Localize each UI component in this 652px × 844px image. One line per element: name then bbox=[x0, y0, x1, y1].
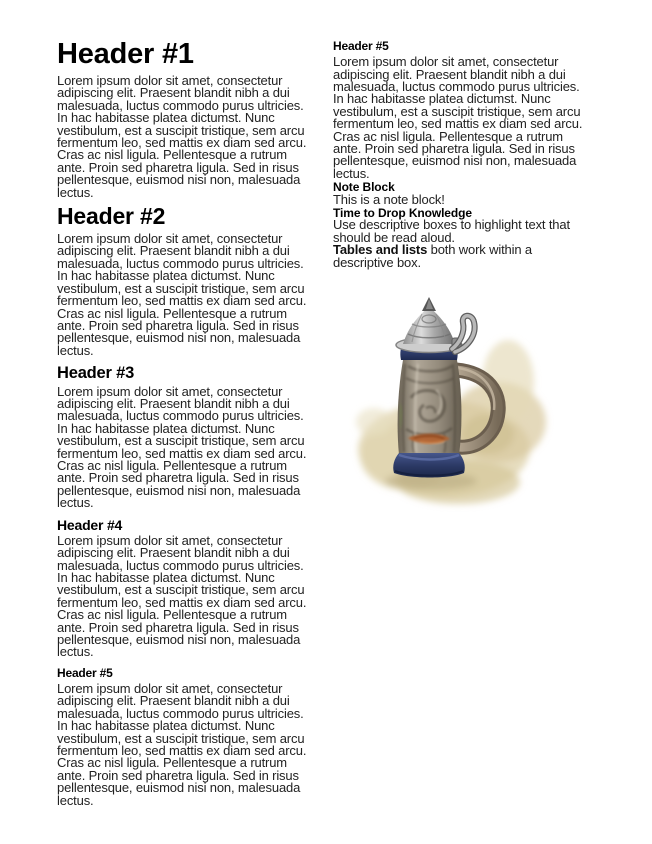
heading-3: Header #3 bbox=[57, 364, 135, 383]
paragraph-1: Lorem ipsum dolor sit amet, consectetur adipiscing elit. Praesent blandit nibh a dui malesuada, luctus commodo purus ultricies. In hac habitasse platea dictumst. Nunc vestibulum, est a suscipit tristique, sem arcu fermentum leo, sed mattis ex diam sed arcu. Cras ac nisl ligula. Pellentesque a rutrum ante. Proin sed pharetra ligula. Sed in risus pellentesque, euismod nisi non, malesuada lectus. bbox=[57, 73, 307, 200]
note-block-heading: Note Block bbox=[333, 180, 395, 195]
heading-1: Header #1 bbox=[57, 38, 194, 70]
note-block-text: This is a note block! bbox=[333, 191, 445, 207]
paragraph-right: Lorem ipsum dolor sit amet, consectetur adipiscing elit. Praesent blandit nibh a dui malesuada, luctus commodo purus ultricies. In hac habitasse platea dictumst. Nunc vestibulum, est a suscipit tristique, sem arcu fermentum leo, sed mattis ex diam sed arcu. Cras ac nisl ligula. Pellentesque a rutrum ante. Proin sed pharetra ligula. Sed in risus pellentesque, euismod nisi non, malesuada lectus. bbox=[333, 54, 583, 181]
left-column bbox=[57, 40, 308, 808]
paragraph-5: Lorem ipsum dolor sit amet, consectetur adipiscing elit. Praesent blandit nibh a dui malesuada, luctus commodo purus ultricies. In hac habitasse platea dictumst. Nunc vestibulum, est a suscipit tristique, sem arcu fermentum leo, sed mattis ex diam sed arcu. Cras ac nisl ligula. Pellentesque a rutrum ante. Proin sed pharetra ligula. Sed in risus pellentesque, euismod nisi non, malesuada lectus. bbox=[57, 680, 307, 808]
paragraph-3: Lorem ipsum dolor sit amet, consectetur adipiscing elit. Praesent blandit nibh a dui malesuada, luctus commodo purus ultricies. In hac habitasse platea dictumst. Nunc vestibulum, est a suscipit tristique, sem arcu fermentum leo, sed mattis ex diam sed arcu. Cras ac nisl ligula. Pellentesque a rutrum ante. Proin sed pharetra ligula. Sed in risus pellentesque, euismod nisi non, malesuada lectus. bbox=[57, 383, 307, 511]
paragraph-2: Lorem ipsum dolor sit amet, consectetur adipiscing elit. Praesent blandit nibh a dui malesuada, luctus commodo purus ultricies. In hac habitasse platea dictumst. Nunc vestibulum, est a suscipit tristique, sem arcu fermentum leo, sed mattis ex diam sed arcu. Cras ac nisl ligula. Pellentesque a rutrum ante. Proin sed pharetra ligula. Sed in risus pellentesque, euismod nisi non, malesuada lectus. bbox=[57, 231, 307, 358]
heading-5-right: Header #5 bbox=[333, 39, 389, 53]
right-column bbox=[333, 40, 590, 269]
stein-body bbox=[398, 360, 462, 455]
stein-base bbox=[393, 453, 465, 478]
tables-lists-after-bold: both work within a descriptive box. bbox=[333, 242, 532, 270]
lid-thumb-lever bbox=[452, 316, 475, 352]
drop-knowledge-text: Use descriptive boxes to highlight text that should be read aloud. bbox=[333, 217, 570, 245]
beer-stein-illustration bbox=[348, 294, 580, 516]
heading-2: Header #2 bbox=[57, 203, 166, 230]
heading-5: Header #5 bbox=[57, 665, 113, 680]
drop-knowledge-heading: Time to Drop Knowledge bbox=[333, 206, 472, 221]
tables-lists-text bbox=[333, 244, 590, 269]
tables-lists-bold-lead: Tables and lists bbox=[333, 242, 428, 258]
heading-4: Header #4 bbox=[57, 516, 123, 533]
beer-stein-svg bbox=[348, 294, 580, 516]
paragraph-4: Lorem ipsum dolor sit amet, consectetur adipiscing elit. Praesent blandit nibh a dui malesuada, luctus commodo purus ultricies. In hac habitasse platea dictumst. Nunc vestibulum, est a suscipit tristique, sem arcu fermentum leo, sed mattis ex diam sed arcu. Cras ac nisl ligula. Pellentesque a rutrum ante. Proin sed pharetra ligula. Sed in risus pellentesque, euismod nisi non, malesuada lectus. bbox=[57, 532, 307, 660]
